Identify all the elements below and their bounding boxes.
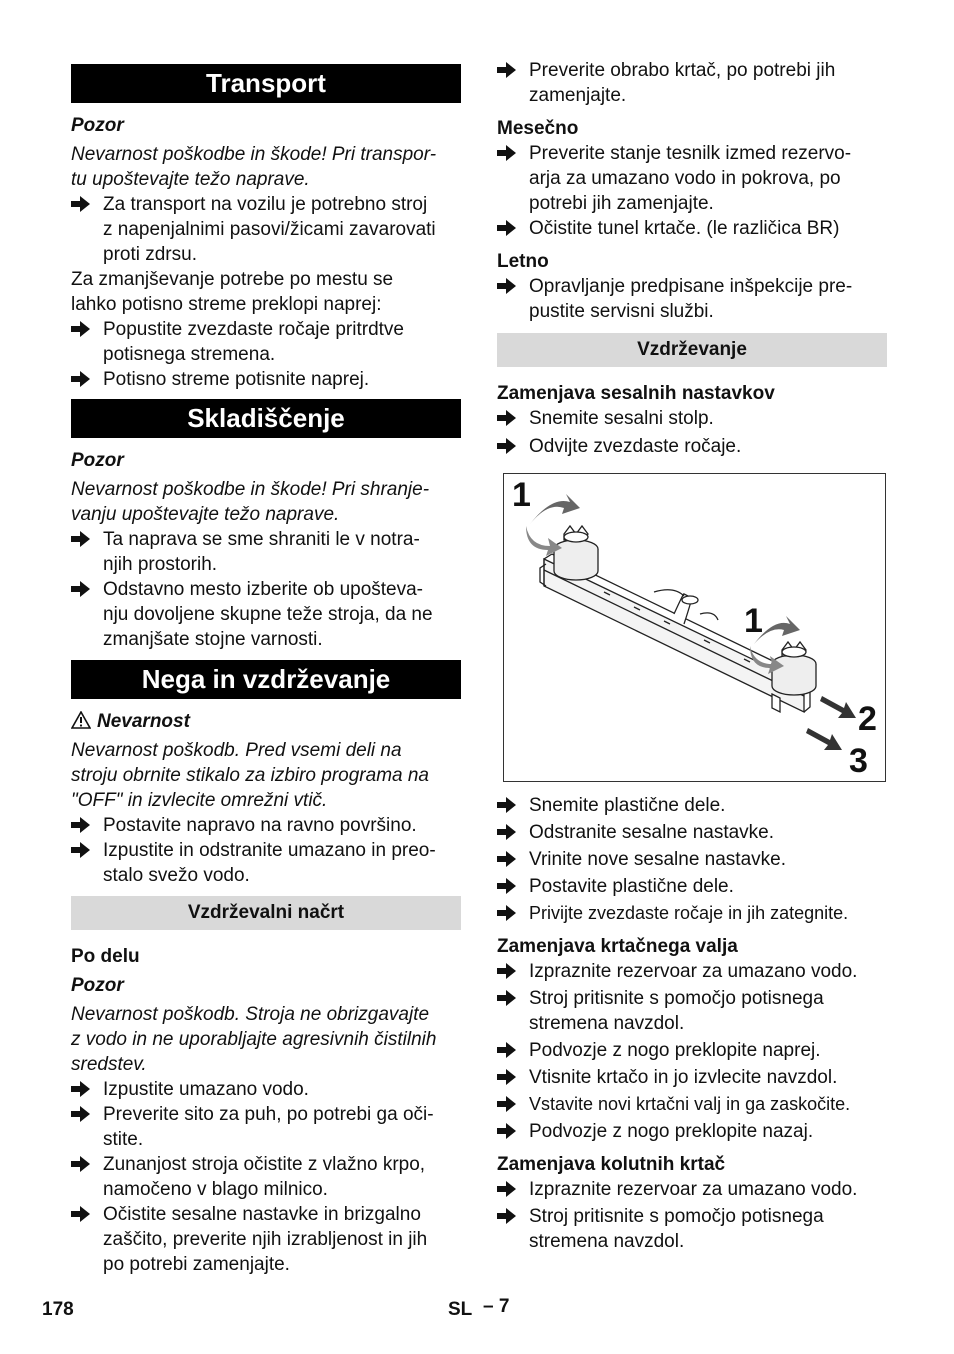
- danger-text-line: Nevarnost poškodb. Pred vsemi deli na: [71, 740, 402, 761]
- bullet-line: zamenjajte.: [529, 85, 627, 106]
- danger-text-line: "OFF" in izvlecite omrežni vtič.: [71, 790, 328, 811]
- bullet-line: Snemite plastične dele.: [529, 795, 726, 816]
- caution-text-line: tu upoštevajte težo naprave.: [71, 169, 310, 190]
- caution-text-line: vanju upoštevajte težo naprave.: [71, 504, 340, 525]
- arrow-bullet-icon: [71, 1080, 91, 1098]
- bullet-item: [71, 577, 461, 652]
- arrow-bullet-icon: [71, 530, 91, 548]
- bullet-line: Postavite napravo na ravno površino.: [103, 815, 417, 836]
- bullet-item: [497, 820, 887, 845]
- arrow-bullet-icon: [497, 144, 517, 162]
- bullet-line: Vrinite nove sesalne nastavke.: [529, 849, 787, 870]
- caution-text-line: z vodo in ne uporabljajte agresivnih čistilnih: [71, 1029, 437, 1050]
- arrow-bullet-icon: [71, 1205, 91, 1223]
- bullet-line: stalo svežo vodo.: [103, 865, 250, 886]
- bullet-line: Snemite sesalni stolp.: [529, 408, 714, 429]
- bullet-line: Potisno streme potisnite naprej.: [103, 369, 370, 390]
- arrow-bullet-icon: [497, 1095, 517, 1113]
- bullet-line: Preverite sito za puh, po potrebi ga oči-: [103, 1104, 434, 1125]
- section-title-transport: Transport: [71, 64, 461, 103]
- bullet-item: [497, 274, 887, 324]
- arrow-bullet-icon: [497, 850, 517, 868]
- bullet-line: njih prostorih.: [103, 554, 218, 575]
- bullet-line: Izpraznite rezervoar za umazano vodo.: [529, 961, 858, 982]
- caution-heading: Pozor: [71, 115, 124, 136]
- bullet-line: Zunanjost stroja očistite z vlažno krpo,: [103, 1154, 426, 1175]
- bullet-item: [71, 192, 461, 267]
- right-column: [497, 58, 887, 1254]
- bullet-line: zmanjšate stojne varnosti.: [103, 629, 323, 650]
- bullet-item: [497, 847, 887, 872]
- bullet-line: namočeno v blago milnico.: [103, 1179, 328, 1200]
- bullet-line: Opravljanje predpisane inšpekcije pre-: [529, 276, 853, 297]
- caution-text-line: Nevarnost poškodb. Stroja ne obrizgavajte: [71, 1004, 430, 1025]
- arrow-bullet-icon: [71, 816, 91, 834]
- bullet-line: potrebi jih zamenjajte.: [529, 193, 714, 214]
- danger-label: Nevarnost: [97, 711, 190, 732]
- figure-step-label: 1: [744, 602, 763, 640]
- procedure-heading: Zamenjava krtačnega valja: [497, 936, 738, 957]
- caution-heading: Pozor: [71, 975, 124, 996]
- procedure-steps: [497, 793, 887, 926]
- arrow-bullet-icon: [497, 277, 517, 295]
- arrow-bullet-icon: [497, 1180, 517, 1198]
- bullet-item: [71, 1077, 461, 1102]
- warning-triangle-icon: [71, 711, 91, 729]
- squeegee-illustration: [504, 474, 885, 781]
- arrow-bullet-icon: [497, 823, 517, 841]
- arrow-bullet-icon: [71, 1105, 91, 1123]
- bullet-line: potisnega stremena.: [103, 344, 276, 365]
- language-code: SL: [448, 1299, 473, 1320]
- bullet-item: [497, 141, 887, 216]
- arrow-bullet-icon: [71, 841, 91, 859]
- bullet-line: Stroj pritisnite s pomočjo potisnega: [529, 988, 824, 1009]
- arrow-bullet-icon: [497, 877, 517, 895]
- bullet-item: [497, 986, 887, 1036]
- interval-heading: Po delu: [71, 946, 140, 967]
- arrow-bullet-icon: [497, 437, 517, 455]
- bullet-item: [71, 367, 461, 392]
- arrow-bullet-icon: [71, 1155, 91, 1173]
- bullet-item: [497, 1092, 887, 1117]
- suction-attachment-figure: [503, 473, 886, 782]
- arrow-bullet-icon: [497, 1122, 517, 1140]
- bullet-item: [71, 1202, 461, 1277]
- paragraph-line: lahko potisno streme preklopi naprej:: [71, 294, 382, 315]
- bullet-line: z napenjalnimi pasovi/žicami zavarovati: [103, 219, 436, 240]
- arrow-bullet-icon: [497, 1068, 517, 1086]
- bullet-line: Ta naprava se sme shraniti le v notra-: [103, 529, 420, 550]
- bullet-line: Izpustite in odstranite umazano in preo-: [103, 840, 436, 861]
- caution-text-line: Nevarnost poškodbe in škode! Pri transpor-: [71, 144, 437, 165]
- bullet-line: Vstavite novi krtačni valj in ga zaskočite.: [529, 1094, 851, 1114]
- bullet-item: [71, 317, 461, 367]
- bullet-line: Preverite stanje tesnilk izmed rezervo-: [529, 143, 852, 164]
- interval-heading: Letno: [497, 251, 549, 272]
- bullet-line: stremena navzdol.: [529, 1231, 685, 1252]
- bullet-item: [71, 838, 461, 888]
- bullet-item: [497, 793, 887, 818]
- section-page-number: – 7: [483, 1296, 510, 1317]
- bullet-line: stremena navzdol.: [529, 1013, 685, 1034]
- bullet-line: Odstavno mesto izberite ob upošteva-: [103, 579, 424, 600]
- arrow-bullet-icon: [497, 219, 517, 237]
- bullet-line: proti zdrsu.: [103, 244, 197, 265]
- bullet-line: Privijte zvezdaste ročaje in jih zategnite.: [529, 903, 849, 923]
- bullet-line: Postavite plastične dele.: [529, 876, 734, 897]
- bullet-line: Podvozje z nogo preklopite naprej.: [529, 1040, 821, 1061]
- arrow-bullet-icon: [497, 61, 517, 79]
- bullet-line: po potrebi zamenjajte.: [103, 1254, 290, 1275]
- figure-step-label: 2: [858, 700, 877, 738]
- section-title-storage: Skladiščenje: [71, 399, 461, 438]
- danger-text-line: stroju obrnite stikalo za izbiro programa na: [71, 765, 430, 786]
- bullet-item: [497, 1119, 887, 1144]
- bullet-line: stite.: [103, 1129, 144, 1150]
- bullet-item: [497, 1204, 887, 1254]
- caution-text-line: sredstev.: [71, 1054, 147, 1075]
- procedure-heading: Zamenjava kolutnih krtač: [497, 1154, 726, 1175]
- bullet-line: Za transport na vozilu je potrebno stroj: [103, 194, 428, 215]
- bullet-line: Odstranite sesalne nastavke.: [529, 822, 775, 843]
- bullet-item: [497, 216, 887, 241]
- arrow-bullet-icon: [497, 1207, 517, 1225]
- bullet-line: arja za umazano vodo in pokrova, po: [529, 168, 841, 189]
- arrow-bullet-icon: [497, 989, 517, 1007]
- paragraph-line: Za zmanjševanje potrebe po mestu se: [71, 269, 394, 290]
- section-title-care: Nega in vzdrževanje: [71, 660, 461, 699]
- page-number: 178: [42, 1299, 74, 1320]
- arrow-bullet-icon: [71, 370, 91, 388]
- caution-heading: Pozor: [71, 450, 124, 471]
- bullet-line: Popustite zvezdaste ročaje pritrdtve: [103, 319, 404, 340]
- arrow-bullet-icon: [497, 1041, 517, 1059]
- arrow-bullet-icon: [71, 195, 91, 213]
- bullet-item: [497, 1065, 887, 1090]
- arrow-bullet-icon: [497, 962, 517, 980]
- bullet-line: pustite servisni službi.: [529, 301, 714, 322]
- arrow-bullet-icon: [71, 580, 91, 598]
- arrow-bullet-icon: [497, 409, 517, 427]
- bullet-item: [497, 959, 887, 984]
- bullet-line: Preverite obrabo krtač, po potrebi jih: [529, 60, 836, 81]
- arrow-bullet-icon: [497, 796, 517, 814]
- figure-step-label: 3: [849, 742, 868, 780]
- bullet-item: [71, 1152, 461, 1202]
- bullet-item: [71, 813, 461, 838]
- bullet-item: [497, 406, 887, 431]
- bullet-line: Izpraznite rezervoar za umazano vodo.: [529, 1179, 858, 1200]
- bullet-line: Izpustite umazano vodo.: [103, 1079, 309, 1100]
- bullet-item: [497, 58, 887, 108]
- subsection-title-plan: Vzdrževalni načrt: [71, 896, 461, 930]
- bullet-line: Podvozje z nogo preklopite nazaj.: [529, 1121, 814, 1142]
- bullet-item: [497, 434, 887, 459]
- bullet-item: [71, 527, 461, 577]
- bullet-line: nju dovoljene skupne teže stroja, da ne: [103, 604, 433, 625]
- left-column: [71, 60, 461, 1277]
- bullet-line: Očistite sesalne nastavke in brizgalno: [103, 1204, 421, 1225]
- bullet-line: Vtisnite krtačo in jo izvlecite navzdol.: [529, 1067, 838, 1088]
- bullet-line: Stroj pritisnite s pomočjo potisnega: [529, 1206, 824, 1227]
- bullet-line: zaščito, preverite njih izrabljenost in jih: [103, 1229, 428, 1250]
- figure-step-label: 1: [512, 476, 531, 514]
- interval-heading: Mesečno: [497, 118, 579, 139]
- bullet-item: [71, 1102, 461, 1152]
- procedure-heading: Zamenjava sesalnih nastavkov: [497, 383, 775, 404]
- bullet-line: Odvijte zvezdaste ročaje.: [529, 436, 742, 457]
- bullet-item: [497, 901, 887, 926]
- bullet-item: [497, 1038, 887, 1063]
- arrow-bullet-icon: [71, 320, 91, 338]
- subsection-title-maintenance: Vzdrževanje: [497, 333, 887, 367]
- danger-heading: [71, 709, 461, 734]
- caution-text-line: Nevarnost poškodbe in škode! Pri shranje-: [71, 479, 430, 500]
- arrow-bullet-icon: [497, 904, 517, 922]
- bullet-item: [497, 874, 887, 899]
- bullet-line: Očistite tunel krtače. (le različica BR): [529, 218, 840, 239]
- bullet-item: [497, 1177, 887, 1202]
